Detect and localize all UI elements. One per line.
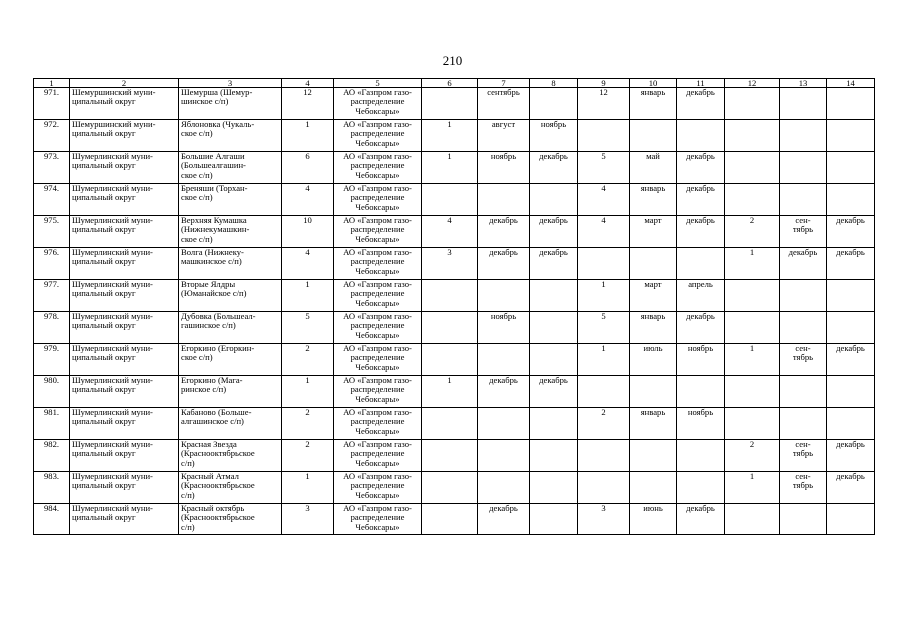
cell-col-11: ноябрь [677,344,725,376]
cell-district: Шумерлинский муни- ципальный округ [70,152,179,184]
cell-row-number: 974. [34,184,70,216]
cell-row-number: 975. [34,216,70,248]
cell-col-13: сен- тябрь [780,344,827,376]
cell-col-10 [630,120,677,152]
cell-col-13: декабрь [780,248,827,280]
cell-col-10 [630,440,677,472]
cell-col-14 [827,184,875,216]
cell-col-6: 1 [422,376,478,408]
cell-settlement: Вторые Ялдры (Юманайское с/п) [179,280,282,312]
cell-settlement: Красный Атмал (Краснооктябрьское с/п) [179,472,282,504]
cell-district: Шумерлинский муни- ципальный округ [70,216,179,248]
cell-col-7: декабрь [478,504,530,535]
cell-row-number: 980. [34,376,70,408]
cell-col-7 [478,280,530,312]
cell-col-14 [827,280,875,312]
column-header-9: 9 [578,79,630,88]
cell-col-11: декабрь [677,88,725,120]
cell-col-11 [677,248,725,280]
cell-col-14: декабрь [827,440,875,472]
cell-col-11: декабрь [677,216,725,248]
cell-col-7 [478,184,530,216]
cell-col-14 [827,120,875,152]
cell-col-10 [630,376,677,408]
cell-col-7: август [478,120,530,152]
cell-organization: АО «Газпром газо- распределение Чебоксары» [334,504,422,535]
cell-col-6 [422,184,478,216]
cell-col-8: декабрь [530,216,578,248]
table-header [34,79,875,88]
cell-col-12: 1 [725,248,780,280]
cell-col-9: 5 [578,312,630,344]
table-row [34,216,875,248]
cell-col-12 [725,312,780,344]
cell-col-14: декабрь [827,344,875,376]
cell-settlement: Егоркино (Мага- ринское с/п) [179,376,282,408]
cell-district: Шумерлинский муни- ципальный округ [70,376,179,408]
cell-col-8 [530,408,578,440]
cell-count: 4 [282,248,334,280]
cell-col-11: декабрь [677,312,725,344]
cell-count: 1 [282,120,334,152]
table-row [34,88,875,120]
column-header-10: 10 [630,79,677,88]
cell-settlement: Бреняши (Торхан- ское с/п) [179,184,282,216]
column-header-11: 11 [677,79,725,88]
cell-organization: АО «Газпром газо- распределение Чебоксары» [334,216,422,248]
cell-col-12 [725,504,780,535]
cell-col-6 [422,472,478,504]
cell-col-13 [780,376,827,408]
column-header-4: 4 [282,79,334,88]
cell-count: 5 [282,312,334,344]
cell-col-7 [478,344,530,376]
table-row [34,312,875,344]
cell-col-9: 4 [578,184,630,216]
cell-organization: АО «Газпром газо- распределение Чебоксары» [334,120,422,152]
page-number: 210 [442,53,463,68]
cell-settlement: Верхняя Кумашка (Нижнекумашкин- ское с/п) [179,216,282,248]
cell-settlement: Кабаново (Больше- алгашинское с/п) [179,408,282,440]
cell-col-12: 2 [725,440,780,472]
cell-col-7 [478,440,530,472]
cell-col-12 [725,120,780,152]
cell-row-number: 978. [34,312,70,344]
cell-district: Шумерлинский муни- ципальный округ [70,504,179,535]
cell-count: 4 [282,184,334,216]
cell-col-8 [530,440,578,472]
cell-col-8: декабрь [530,376,578,408]
column-header-7: 7 [478,79,530,88]
cell-district: Шумерлинский муни- ципальный округ [70,312,179,344]
table-row [34,504,875,535]
cell-col-14 [827,504,875,535]
cell-organization: АО «Газпром газо- распределение Чебоксары» [334,408,422,440]
column-header-6: 6 [422,79,478,88]
cell-col-13: сен- тябрь [780,472,827,504]
cell-col-14: декабрь [827,472,875,504]
cell-count: 2 [282,408,334,440]
cell-district: Шумерлинский муни- ципальный округ [70,408,179,440]
cell-col-6 [422,88,478,120]
table-row [34,280,875,312]
cell-col-14: декабрь [827,248,875,280]
cell-col-11: декабрь [677,184,725,216]
cell-col-13 [780,408,827,440]
cell-col-11: апрель [677,280,725,312]
cell-col-6 [422,504,478,535]
cell-settlement: Красный октябрь (Краснооктябрьское с/п) [179,504,282,535]
cell-col-6 [422,344,478,376]
cell-col-14 [827,376,875,408]
cell-count: 1 [282,472,334,504]
cell-row-number: 973. [34,152,70,184]
column-header-13: 13 [780,79,827,88]
table-row [34,408,875,440]
cell-col-9: 5 [578,152,630,184]
cell-row-number: 984. [34,504,70,535]
cell-col-10: март [630,280,677,312]
cell-col-14 [827,408,875,440]
data-table [33,78,875,535]
cell-organization: АО «Газпром газо- распределение Чебоксары» [334,248,422,280]
table-row [34,184,875,216]
table-row [34,248,875,280]
cell-count: 1 [282,376,334,408]
cell-col-13 [780,504,827,535]
cell-col-11 [677,376,725,408]
cell-col-8 [530,312,578,344]
cell-settlement: Яблоновка (Чукаль- ское с/п) [179,120,282,152]
cell-col-6: 4 [422,216,478,248]
cell-organization: АО «Газпром газо- распределение Чебоксары» [334,344,422,376]
cell-col-14 [827,152,875,184]
cell-settlement: Дубовка (Большеал- гашинское с/п) [179,312,282,344]
table-body [34,88,875,535]
cell-organization: АО «Газпром газо- распределение Чебоксары» [334,312,422,344]
cell-col-9 [578,120,630,152]
column-header-5: 5 [334,79,422,88]
table-row [34,440,875,472]
column-header-2: 2 [70,79,179,88]
column-header-3: 3 [179,79,282,88]
cell-settlement: Егоркино (Егоркин- ское с/п) [179,344,282,376]
cell-col-10: июль [630,344,677,376]
column-header-14: 14 [827,79,875,88]
cell-col-12 [725,152,780,184]
cell-col-10: июнь [630,504,677,535]
cell-organization: АО «Газпром газо- распределение Чебоксары» [334,376,422,408]
cell-col-8 [530,344,578,376]
cell-row-number: 976. [34,248,70,280]
cell-col-7: декабрь [478,216,530,248]
cell-col-11 [677,472,725,504]
cell-settlement: Большие Алгаши (Большеалгашин- ское с/п) [179,152,282,184]
cell-row-number: 983. [34,472,70,504]
cell-row-number: 971. [34,88,70,120]
cell-count: 10 [282,216,334,248]
cell-col-6 [422,408,478,440]
cell-col-14: декабрь [827,216,875,248]
cell-count: 2 [282,344,334,376]
cell-col-14 [827,88,875,120]
cell-col-9: 4 [578,216,630,248]
cell-col-11: декабрь [677,504,725,535]
cell-col-9: 2 [578,408,630,440]
cell-col-13: сен- тябрь [780,216,827,248]
cell-col-13 [780,184,827,216]
cell-col-9: 1 [578,280,630,312]
cell-col-7: декабрь [478,376,530,408]
table-row [34,472,875,504]
cell-col-11: декабрь [677,152,725,184]
cell-organization: АО «Газпром газо- распределение Чебоксары» [334,88,422,120]
cell-district: Шумерлинский муни- ципальный округ [70,344,179,376]
cell-count: 12 [282,88,334,120]
table-row [34,376,875,408]
cell-col-8 [530,504,578,535]
cell-col-9: 1 [578,344,630,376]
cell-settlement: Волга (Нижнеку- машкинское с/п) [179,248,282,280]
cell-col-11: ноябрь [677,408,725,440]
cell-col-12: 1 [725,472,780,504]
cell-col-10: май [630,152,677,184]
cell-count: 2 [282,440,334,472]
cell-col-13 [780,280,827,312]
table-row [34,344,875,376]
cell-organization: АО «Газпром газо- распределение Чебоксары» [334,184,422,216]
cell-organization: АО «Газпром газо- распределение Чебоксары» [334,152,422,184]
header-row [34,79,875,88]
cell-col-7: ноябрь [478,312,530,344]
cell-col-8: декабрь [530,248,578,280]
cell-settlement: Шемурша (Шемур- шинское с/п) [179,88,282,120]
cell-col-6: 3 [422,248,478,280]
cell-district: Шумерлинский муни- ципальный округ [70,280,179,312]
cell-col-10: январь [630,312,677,344]
cell-district: Шумерлинский муни- ципальный округ [70,440,179,472]
cell-col-13 [780,120,827,152]
cell-row-number: 979. [34,344,70,376]
cell-col-8: декабрь [530,152,578,184]
cell-col-6 [422,280,478,312]
cell-row-number: 972. [34,120,70,152]
column-header-8: 8 [530,79,578,88]
table-row [34,120,875,152]
cell-col-10: январь [630,184,677,216]
cell-settlement: Красная Звезда (Краснооктябрьское с/п) [179,440,282,472]
cell-organization: АО «Газпром газо- распределение Чебоксары» [334,472,422,504]
cell-col-6: 1 [422,152,478,184]
cell-col-12 [725,184,780,216]
cell-col-9 [578,472,630,504]
cell-district: Шумерлинский муни- ципальный округ [70,248,179,280]
cell-col-10 [630,248,677,280]
cell-organization: АО «Газпром газо- распределение Чебоксары» [334,440,422,472]
cell-col-12: 2 [725,216,780,248]
cell-col-13 [780,152,827,184]
cell-col-12 [725,88,780,120]
cell-district: Шумерлинский муни- ципальный округ [70,184,179,216]
cell-row-number: 981. [34,408,70,440]
cell-col-6 [422,440,478,472]
cell-col-12 [725,408,780,440]
cell-col-13 [780,312,827,344]
cell-col-11 [677,120,725,152]
cell-col-8 [530,280,578,312]
cell-col-11 [677,440,725,472]
column-header-12: 12 [725,79,780,88]
cell-col-10 [630,472,677,504]
cell-col-7: ноябрь [478,152,530,184]
cell-col-9 [578,376,630,408]
cell-district: Шумерлинский муни- ципальный округ [70,472,179,504]
cell-col-8 [530,88,578,120]
cell-col-8 [530,472,578,504]
cell-district: Шемуршинский муни- ципальный округ [70,88,179,120]
cell-col-8: ноябрь [530,120,578,152]
cell-col-12: 1 [725,344,780,376]
cell-col-12 [725,280,780,312]
cell-col-13: сен- тябрь [780,440,827,472]
cell-row-number: 977. [34,280,70,312]
cell-col-12 [725,376,780,408]
cell-col-6: 1 [422,120,478,152]
cell-district: Шемуршинский муни- ципальный округ [70,120,179,152]
cell-col-7: декабрь [478,248,530,280]
cell-col-7: сентябрь [478,88,530,120]
cell-count: 1 [282,280,334,312]
cell-count: 3 [282,504,334,535]
cell-col-10: январь [630,88,677,120]
cell-col-7 [478,408,530,440]
cell-col-8 [530,184,578,216]
cell-col-10: январь [630,408,677,440]
cell-col-9: 3 [578,504,630,535]
cell-col-13 [780,88,827,120]
cell-col-10: март [630,216,677,248]
column-header-1: 1 [34,79,70,88]
cell-organization: АО «Газпром газо- распределение Чебоксары» [334,280,422,312]
cell-row-number: 982. [34,440,70,472]
cell-col-9 [578,440,630,472]
cell-col-6 [422,312,478,344]
cell-count: 6 [282,152,334,184]
cell-col-14 [827,312,875,344]
table-row [34,152,875,184]
cell-col-9 [578,248,630,280]
cell-col-9: 12 [578,88,630,120]
cell-col-7 [478,472,530,504]
